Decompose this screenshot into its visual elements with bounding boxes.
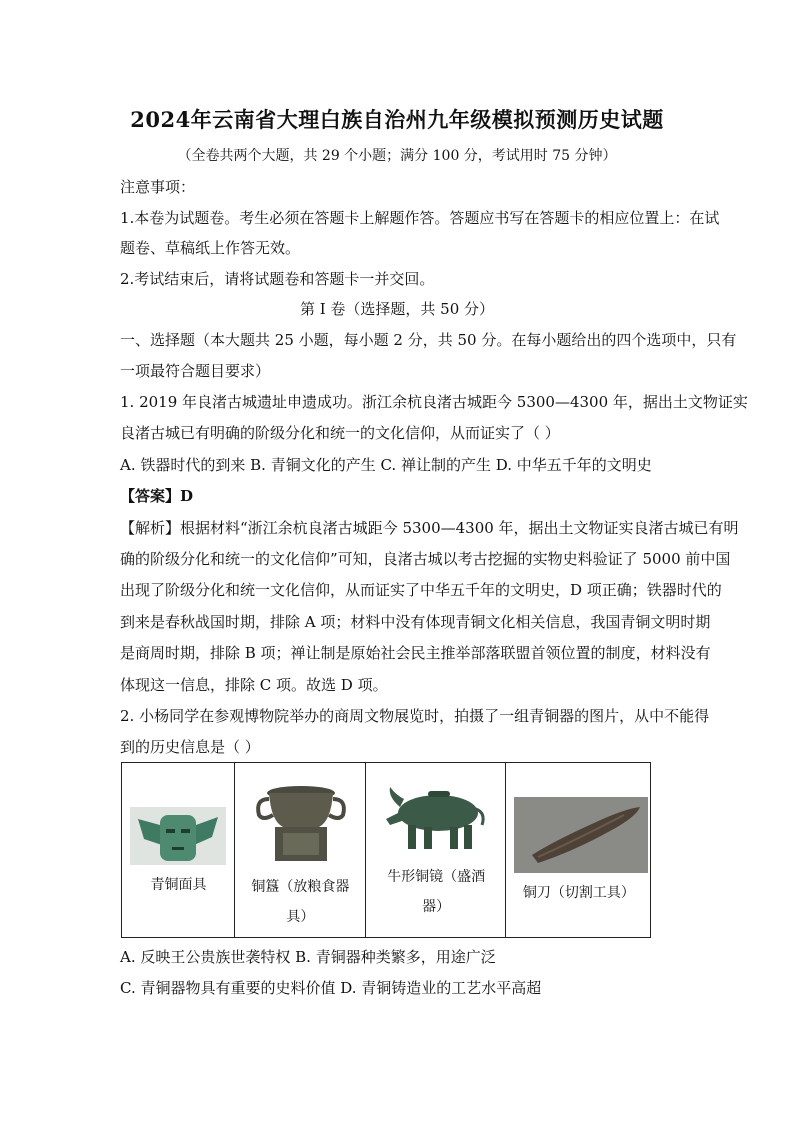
question-1-analysis-6: 体现这一信息，排除 C 项。故选 D 项。 xyxy=(120,676,388,694)
caption-ox-vessel: 牛形铜镜（盛酒 xyxy=(387,869,486,885)
question-2-options-cd: C. 青铜器物具有重要的史料价值 D. 青铜铸造业的工艺水平高超 xyxy=(120,979,542,997)
caption-bronze-gui-cont: 具） xyxy=(286,909,315,925)
table-cell-ox-vessel xyxy=(365,763,506,938)
bronze-knife-image xyxy=(514,797,648,873)
question-1-analysis-5: 是商周时期，排除 B 项；禅让制是原始社会民主推举部落联盟首领位置的制度，材料没有 xyxy=(120,644,711,662)
bronze-gui-image xyxy=(253,781,349,863)
caption-bronze-knife: 铜刀（切割工具） xyxy=(522,885,635,901)
ox-bronze-vessel-image xyxy=(384,779,490,857)
page-title: 2024年云南省大理白族自治州九年级模拟预测历史试题 xyxy=(130,107,664,132)
question-1-options: A. 铁器时代的到来 B. 青铜文化的产生 C. 禅让制的产生 D. 中华五千年的文明史 xyxy=(120,456,652,474)
part-title: 第 I 卷（选择题，共 50 分） xyxy=(299,300,495,318)
question-2-options-ab: A. 反映王公贵族世袭特权 B. 青铜器种类繁多，用途广泛 xyxy=(120,948,496,966)
section-heading: 一、选择题（本大题共 25 小题，每小题 2 分，共 50 分。在每小题给出的四个选项中，只有 xyxy=(120,331,737,349)
question-2: 2. 小杨同学在参观博物院举办的商周文物展览时，拍摄了一组青铜器的图片，从中不能得 xyxy=(120,707,710,725)
question-1-analysis: 【解析】根据材料“浙江余杭良渚古城距今 5300—4300 年，据出土文物证实良渚古城已有明 xyxy=(120,519,739,537)
notice-item-1: 1.本卷为试题卷。考生必须在答题卡上解题作答。答题应书写在答题卡的相应位置上：在试 xyxy=(120,209,720,227)
question-1-answer: 【答案】D xyxy=(120,487,194,505)
caption-bronze-mask: 青铜面具 xyxy=(150,877,207,893)
question-2-cont: 到的历史信息是（ ） xyxy=(120,738,260,756)
question-1-analysis-3: 出现了阶级分化和统一文化信仰，从而证实了中华五千年的文明史，D 项正确；铁器时代的 xyxy=(120,581,722,599)
notice-item-2: 2.考试结束后，请将试题卷和答题卡一并交回。 xyxy=(120,270,435,288)
question-1-analysis-2: 确的阶级分化和统一的文化信仰”可知，良渚古城以考古挖掘的实物史料验证了 5000 前中国 xyxy=(120,550,731,568)
notice-heading: 注意事项： xyxy=(120,178,196,196)
exam-subtitle: （全卷共两个大题，共 29 个小题；满分 100 分，考试用时 75 分钟） xyxy=(177,148,617,164)
caption-bronze-gui: 铜簋（放粮食器 xyxy=(251,879,350,895)
table-cell-gui xyxy=(234,763,365,938)
bronze-artifact-table xyxy=(121,762,651,938)
table-cell-mask xyxy=(122,763,235,938)
question-1: 1. 2019 年良渚古城遗址申遗成功。浙江余杭良渚古城距今 5300—4300 年，据出土文物证实 xyxy=(120,393,748,411)
bronze-mask-image xyxy=(130,807,226,865)
notice-item-1-cont: 题卷、草稿纸上作答无效。 xyxy=(120,239,301,257)
caption-ox-vessel-cont: 器） xyxy=(422,899,451,915)
question-1-cont: 良渚古城已有明确的阶级分化和统一的文化信仰，从而证实了（ ） xyxy=(120,424,560,442)
table-cell-knife xyxy=(506,763,651,938)
question-1-analysis-4: 到来是春秋战国时期，排除 A 项；材料中没有体现青铜文化相关信息，我国青铜文明时期 xyxy=(120,613,711,631)
section-heading-cont: 一项最符合题目要求） xyxy=(120,362,271,380)
